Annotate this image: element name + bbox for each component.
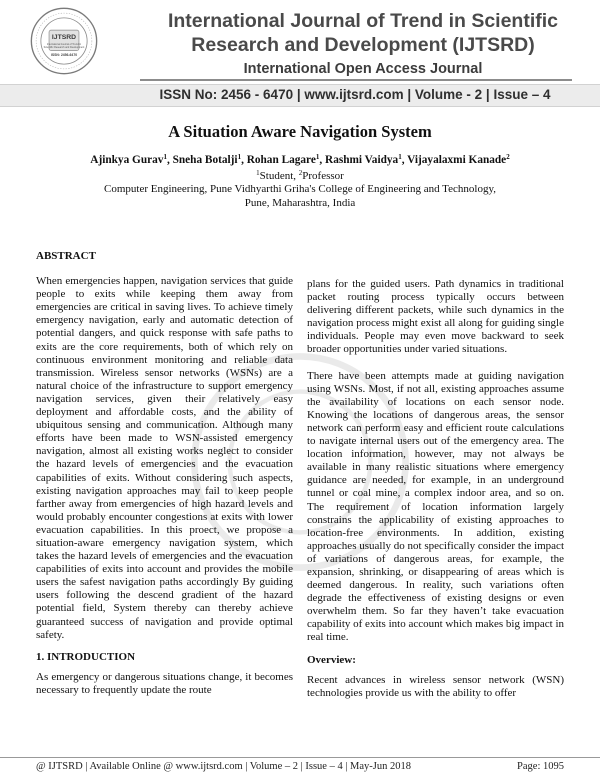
- author-name: Sneha Botalji: [172, 154, 238, 166]
- issn-line: ISSN No: 2456 - 6470 | www.ijtsrd.com | Volume - 2 | Issue – 4: [159, 87, 551, 102]
- introduction-heading: 1. INTRODUCTION: [36, 650, 136, 663]
- right-column: [307, 278, 564, 700]
- overview-heading: Overview:: [307, 653, 356, 666]
- journal-title-line2: Research and Development (IJTSRD): [191, 34, 535, 56]
- page-number: Page: 1095: [517, 761, 564, 772]
- body-paragraph: plans for the guided users. Path dynamics in traditional packet routing process typically occurs between delivering different packets, while such dynamics in the navigation process might exist all along for guiding single individuals. People may even move backward to seek broader opportunities under varied situations.: [307, 278, 564, 356]
- svg-text:Scientific Research and Develo: Scientific Research and Development: [43, 45, 85, 49]
- svg-text:IJTSRD: IJTSRD: [51, 33, 77, 41]
- author-name: Rashmi Vaidya: [325, 154, 399, 166]
- overview-text: Recent advances in wireless sensor network (WSN) technologies provide us with the ability to offer: [307, 673, 564, 699]
- author-list: Ajinkya Gurav$^1$, Sneha Botalji$^1$, Rohan Lagare$^1$, Rashmi Vaidya$^1$, Vijayalaxmi Kanade$^2$: [90, 153, 510, 166]
- abstract-text: When emergencies happen, navigation services that guide people to exits while keeping them away from emergencies are critical in saving lives. To achieve timely emergency navigation, early and automatic detection of potential dangers, and quick response with safe paths to exits are the core requirements, both of which rely on continuous environment monitoring and reliable data transmission. Wireless sensor networks (WSNs) are a natural choice of the infrastructure to support emergency navigation services, given their relatively easy deployment and affordable costs, and the ability of ubiquitous sensing and communication. Although many efforts have been made to WSN-assisted emergency navigation, almost all existing works neglect to consider the hazard levels of emergencies and the evacuation capabilities of exits. Without considering such aspects, existing navigation approaches may fail to keep people farther away from emergencies of high hazard levels and would probably encounter congestions at exits with lower evacuation capabilities. In this proect, we propose a situation-aware emergency navigation system, which takes the hazard levels of emergencies and the evacuation capabilities of exits into account and provides the mobile users the safest navigation paths accordingly By guiding users following the descend gradient of the hazard potential field, System thereby can thereby achieve guaranteed success of navigation and provide optimal safety.: [36, 275, 293, 641]
- author-roles: $^1$Student, $^2$Professor: [256, 169, 344, 182]
- author-name: Ajinkya Gurav: [90, 154, 164, 166]
- journal-seal-logo: [30, 7, 98, 75]
- author-name: Rohan Lagare: [246, 154, 316, 166]
- introduction-text: As emergency or dangerous situations change, it becomes necessary to frequently update the route: [36, 670, 293, 696]
- author-name: Vijayalaxmi Kanade: [407, 154, 507, 166]
- journal-subtitle: International Open Access Journal: [243, 61, 483, 77]
- header-divider: [140, 79, 572, 81]
- svg-text:International Journal of Trend: International Journal of Trend in: [46, 43, 82, 47]
- journal-header: [0, 0, 600, 108]
- body-paragraph: There have been attempts made at guiding navigation using WSNs. Most, if not all, existing approaches assume the availability of locations on each sensor node. Knowing the locations of dangerous areas, the sensor network can perform easy and efficient route calculations to navigate internal users out of the emergency area. The location information, however, may not always be available in many realistic situations where emergency guidance are needed, for example, in an underground tunnel or coal mine, a complex indoor area, and so on. The requirement of location information largely constrains the applicability of existing approaches to location-free environments. In addition, existing approaches usually do not specifically consider the impact of variations of dangerous areas, for example, the expansion, shrinking, or disappearing of areas which is deemed dangerous. In reality, such variations often degrade the effectiveness of existing designs or even overwhelm them. So far they haven’t take evacuation capability of exits into account which makes big impact in real time.: [307, 369, 564, 644]
- abstract-heading: ABSTRACT: [36, 250, 96, 262]
- affiliation-line1: Computer Engineering, Pune Vidhyarthi Griha's College of Engineering and Technology,: [104, 183, 496, 195]
- page-footer: [36, 760, 564, 773]
- footer-text: @ IJTSRD | Available Online @ www.ijtsrd.com | Volume – 2 | Issue – 4 | May-Jun 2018: [36, 761, 412, 772]
- affiliation-line2: Pune, Maharashtra, India: [244, 197, 356, 209]
- left-column: [36, 250, 293, 697]
- svg-text:ISSN: 2456-6470: ISSN: 2456-6470: [50, 52, 78, 57]
- journal-title-line1: International Journal of Trend in Scientific: [167, 10, 559, 32]
- footer-divider: [0, 757, 600, 758]
- paper-title: A Situation Aware Navigation System: [168, 122, 432, 141]
